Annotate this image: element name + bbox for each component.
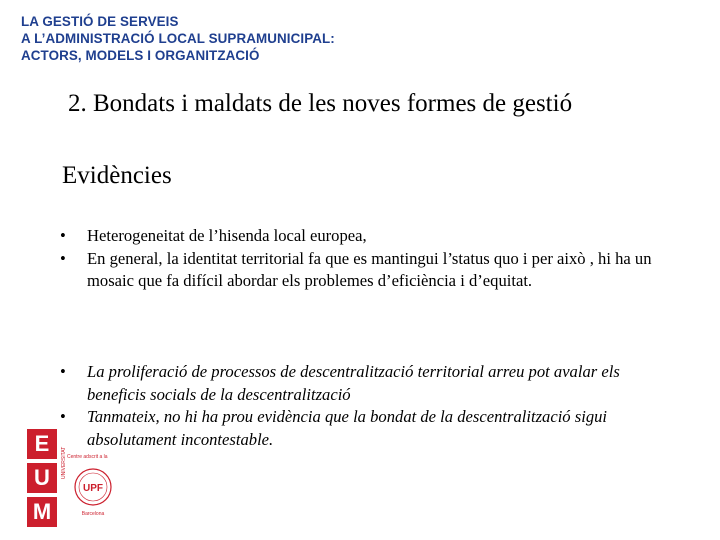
section-title: Evidències [62,162,172,189]
logo-letter-e: E [27,429,57,459]
bullet-list [60,225,670,293]
logo-letter-u: U [27,463,57,493]
logo-letter-m: M [27,497,57,527]
eum-logo [27,427,122,527]
header-line-3: ACTORS, MODELS I ORGANITZACIÓ [21,48,260,63]
slide-subtitle: 2. Bondats i maldats de les noves formes de gestió [68,90,573,117]
bullet-item: • Heterogeneitat de l’hisenda local europea, [60,225,670,248]
bullet-item: • En general, la identitat territorial fa que es mantingui l’status quo i per això , hi ha un mosaic que fa difícil abordar els problemes d’eficiència i d’equitat. [60,248,670,293]
presentation-header [21,13,335,64]
header-line-2: A L’ADMINISTRACIÓ LOCAL SUPRAMUNICIPAL: [21,31,335,46]
bullet-item: • La proliferació de processos de descentralització territorial arreu pot avalar els beneficis socials de la descentralització [60,361,670,406]
logo-vertical-text: UNIVERSITAT [61,446,67,479]
upf-seal-icon [67,451,119,521]
logo-caption: Centre adscrit a la [67,454,108,460]
header-line-1: LA GESTIÓ DE SERVEIS [21,14,179,29]
seal-subtext: Barcelona [81,511,105,517]
bullet-item: • Tanmateix, no hi ha prou evidència que la bondat de la descentralització sigui absolutament incontestable. [60,406,670,451]
seal-text: UPF [83,483,103,494]
italic-bullet-list [60,361,670,451]
